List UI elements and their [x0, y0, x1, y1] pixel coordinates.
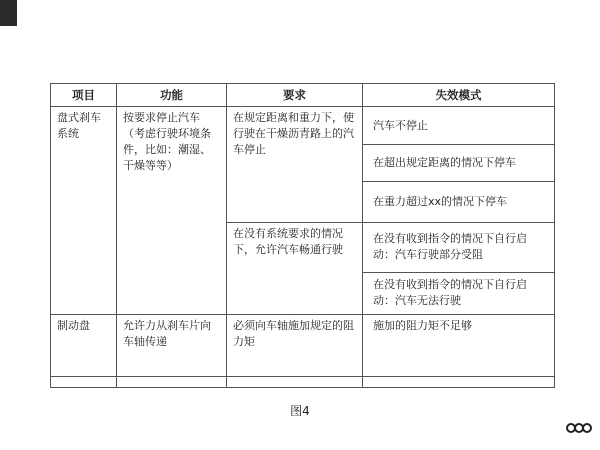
table-row-empty	[51, 377, 555, 388]
corner-badge	[0, 0, 17, 26]
table-row	[51, 106, 555, 145]
requirement-cell-brake-disc: 必须向车轴施加规定的阻力矩	[227, 314, 363, 377]
table-row	[51, 314, 555, 377]
function-cell-brake-disc: 允许力从刹车片向车轴传递	[117, 314, 227, 377]
item-cell-disc-brake: 盘式刹车系统	[51, 106, 117, 314]
failure-mode-cell: 汽车不停止	[363, 106, 555, 145]
failure-mode-cell: 在没有收到指令的情况下自行启动：汽车无法行驶	[363, 272, 555, 314]
fmea-table	[50, 83, 555, 388]
header-failure-mode: 失效模式	[363, 84, 555, 107]
failure-mode-cell: 施加的阻力矩不足够	[363, 314, 555, 377]
header-item: 项目	[51, 84, 117, 107]
failure-mode-cell: 在超出规定距离的情况下停车	[363, 145, 555, 182]
table-header-row	[51, 84, 555, 107]
item-cell-brake-disc: 制动盘	[51, 314, 117, 377]
failure-mode-cell: 在没有收到指令的情况下自行启动：汽车行驶部分受阻	[363, 223, 555, 273]
requirement-cell-stop: 在规定距离和重力下，使行驶在干燥沥青路上的汽车停止	[227, 106, 363, 222]
requirement-cell-free-drive: 在没有系统要求的情况下，允许汽车畅通行驶	[227, 223, 363, 315]
logo-icon	[566, 420, 592, 439]
figure-caption: 图4	[290, 404, 310, 418]
header-requirement: 要求	[227, 84, 363, 107]
header-function: 功能	[117, 84, 227, 107]
function-cell-disc-brake: 按要求停止汽车（考虑行驶环境条件，比如：潮湿、干燥等等）	[117, 106, 227, 314]
failure-mode-cell: 在重力超过xx的情况下停车	[363, 182, 555, 223]
